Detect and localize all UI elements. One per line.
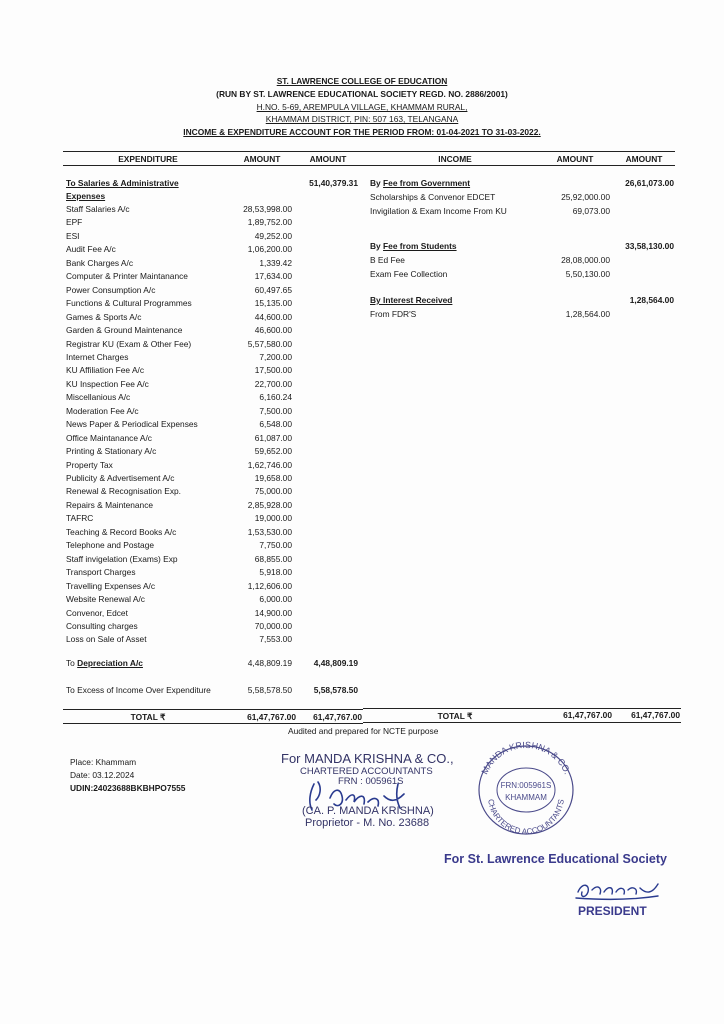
statement-title: INCOME & EXPENDITURE ACCOUNT FOR THE PERIOD FROM: 01-04-2021 TO 31-03-2022. xyxy=(183,127,541,137)
income-group-total: 1,28,564.00 xyxy=(629,295,674,305)
seal-city: KHAMMAM xyxy=(505,793,547,802)
expense-group-title: To Salaries & Administrative xyxy=(66,178,179,188)
income-group-name: By Interest Received xyxy=(370,295,453,305)
expense-item-label: Publicity & Advertisement A/c xyxy=(66,473,175,483)
expense-item-label: Telephone and Postage xyxy=(66,540,155,550)
address-line-2: KHAMMAM DISTRICT, PIN: 507 163, TELANGANA xyxy=(265,114,459,124)
income-item-amount: 28,08,000.00 xyxy=(561,255,610,265)
table-header-rule xyxy=(63,165,675,166)
president-signature xyxy=(572,878,662,902)
income-item-label: From FDR'S xyxy=(370,309,417,319)
expense-group-total: 51,40,379.31 xyxy=(309,178,358,188)
expense-item-amount: 1,53,530.00 xyxy=(247,527,292,537)
expense-item-label: Staff invigelation (Exams) Exp xyxy=(66,554,178,564)
expense-item-label: Moderation Fee A/c xyxy=(66,406,139,416)
depreciation-row xyxy=(66,658,143,669)
income-group-title xyxy=(370,178,470,189)
expense-item-amount: 49,252.00 xyxy=(254,231,292,241)
expense-item-amount: 1,89,752.00 xyxy=(247,217,292,227)
depreciation-total: 4,48,809.19 xyxy=(313,658,358,668)
expense-item-label: Printing & Stationary A/c xyxy=(66,446,157,456)
income-item-label: B Ed Fee xyxy=(370,255,405,265)
expense-item-amount: 1,12,606.00 xyxy=(247,581,292,591)
inc-total-amount-2: 61,47,767.00 xyxy=(631,710,680,720)
expense-item-label: Internet Charges xyxy=(66,352,129,362)
place: Place: Khammam xyxy=(70,757,137,767)
expense-item-amount: 5,57,580.00 xyxy=(247,339,292,349)
udin: UDIN:24023688BKBHPO7555 xyxy=(70,783,186,793)
total-rule-right-top xyxy=(363,708,681,709)
income-group-total: 33,58,130.00 xyxy=(625,241,674,251)
society-signature-line: For St. Lawrence Educational Society xyxy=(444,852,667,866)
excess-label: To Excess of Income Over Expenditure xyxy=(66,685,211,695)
income-group-prefix: By xyxy=(370,178,381,188)
expense-item-label: Consulting charges xyxy=(66,621,138,631)
society-line: (RUN BY ST. LAWRENCE EDUCATIONAL SOCIETY REGD. NO. 2886/2001) xyxy=(216,89,508,99)
firm-frn: FRN : 005961S xyxy=(338,776,404,787)
expense-item-amount: 7,553.00 xyxy=(259,634,292,644)
expense-item-amount: 59,652.00 xyxy=(254,446,292,456)
expense-item-label: Teaching & Record Books A/c xyxy=(66,527,177,537)
expense-item-label: Property Tax xyxy=(66,460,113,470)
svg-text:MANDA KRISHNA & CO. xyxy=(479,740,572,776)
income-group-title xyxy=(370,241,457,252)
expense-item-amount: 61,087.00 xyxy=(254,433,292,443)
expense-item-amount: 5,918.00 xyxy=(259,567,292,577)
expense-item-amount: 19,000.00 xyxy=(254,513,292,523)
expense-item-amount: 14,900.00 xyxy=(254,608,292,618)
income-item-label: Invigilation & Exam Income From KU xyxy=(370,206,507,216)
expense-item-amount: 7,200.00 xyxy=(259,352,292,362)
expense-item-amount: 1,339.42 xyxy=(259,258,292,268)
income-item-amount: 5,50,130.00 xyxy=(565,269,610,279)
income-group-total: 26,61,073.00 xyxy=(625,178,674,188)
expense-item-amount: 17,500.00 xyxy=(254,365,292,375)
col-amount-4: AMOUNT xyxy=(625,154,663,164)
table-top-rule xyxy=(63,151,675,152)
audited-note: Audited and prepared for NCTE purpose xyxy=(288,726,439,736)
col-income: INCOME xyxy=(438,154,472,164)
expense-item-label: KU Inspection Fee A/c xyxy=(66,379,149,389)
expense-item-label: Loss on Sale of Asset xyxy=(66,634,147,644)
expense-item-label: Garden & Ground Maintenance xyxy=(66,325,183,335)
col-expenditure: EXPENDITURE xyxy=(118,154,178,164)
svg-text:CHARTERED ACCOUNTANTS xyxy=(486,798,566,836)
expense-item-amount: 17,634.00 xyxy=(254,271,292,281)
college-name: ST. LAWRENCE COLLEGE OF EDUCATION xyxy=(276,76,448,86)
expense-item-amount: 6,548.00 xyxy=(259,419,292,429)
expense-item-label: Renewal & Recognisation Exp. xyxy=(66,486,181,496)
expense-item-label: KU Affiliation Fee A/c xyxy=(66,365,145,375)
expense-item-amount: 19,658.00 xyxy=(254,473,292,483)
income-group-name: Fee from Students xyxy=(383,241,457,251)
income-group-title xyxy=(370,295,452,306)
col-amount-3: AMOUNT xyxy=(556,154,594,164)
exp-total-amount-1: 61,47,767.00 xyxy=(247,712,296,722)
income-item-amount: 69,073.00 xyxy=(572,206,610,216)
depreciation-prefix: To xyxy=(66,658,75,668)
expense-item-amount: 44,600.00 xyxy=(254,312,292,322)
expense-item-label: Registrar KU (Exam & Other Fee) xyxy=(66,339,192,349)
excess-amount: 5,58,578.50 xyxy=(247,685,292,695)
income-item-amount: 1,28,564.00 xyxy=(565,309,610,319)
expense-item-label: Games & Sports A/c xyxy=(66,312,142,322)
expense-item-amount: 15,135.00 xyxy=(254,298,292,308)
expense-item-label: Bank Charges A/c xyxy=(66,258,134,268)
expense-item-label: Travelling Expenses A/c xyxy=(66,581,156,591)
col-amount-2: AMOUNT xyxy=(309,154,347,164)
auditor-seal xyxy=(470,740,582,840)
seal-top-text: MANDA KRISHNA & CO. xyxy=(479,740,573,776)
total-rule-right-bottom xyxy=(363,722,681,723)
expense-item-label: Miscellanious A/c xyxy=(66,392,131,402)
expense-item-amount: 75,000.00 xyxy=(254,486,292,496)
inc-total-label: TOTAL ₹ xyxy=(437,711,473,721)
expense-item-label: Audit Fee A/c xyxy=(66,244,116,254)
exp-total-amount-2: 61,47,767.00 xyxy=(313,712,362,722)
expense-item-label: EPF xyxy=(66,217,83,227)
inc-total-amount-1: 61,47,767.00 xyxy=(563,710,612,720)
seal-frn: FRN:005961S xyxy=(500,781,552,790)
expense-item-label: Repairs & Maintenance xyxy=(66,500,154,510)
expense-item-label: Convenor, Edcet xyxy=(66,608,128,618)
income-group-name: Fee from Government xyxy=(383,178,471,188)
expense-item-label: Staff Salaries A/c xyxy=(66,204,130,214)
expense-item-amount: 46,600.00 xyxy=(254,325,292,335)
expense-item-label: News Paper & Periodical Expenses xyxy=(66,419,198,429)
address-line-1: H.NO. 5-69, AREMPULA VILLAGE, KHAMMAM RURAL, xyxy=(256,102,468,112)
expense-item-label: Website Renewal A/c xyxy=(66,594,145,604)
expense-item-amount: 22,700.00 xyxy=(254,379,292,389)
expense-item-label: Office Maintanance A/c xyxy=(66,433,152,443)
expense-item-label: Power Consumption A/c xyxy=(66,285,156,295)
expense-item-amount: 1,62,746.00 xyxy=(247,460,292,470)
expense-item-label: Transport Charges xyxy=(66,567,136,577)
expense-item-label: Computer & Printer Maintanance xyxy=(66,271,188,281)
president-label: PRESIDENT xyxy=(578,904,647,918)
seal-bottom-text: CHARTERED ACCOUNTANTS xyxy=(486,798,566,837)
expense-item-amount: 70,000.00 xyxy=(254,621,292,631)
income-item-amount: 25,92,000.00 xyxy=(561,192,610,202)
income-item-label: Exam Fee Collection xyxy=(370,269,448,279)
expense-item-amount: 6,000.00 xyxy=(259,594,292,604)
expense-group-subtitle: Expenses xyxy=(66,191,106,201)
expense-item-amount: 60,497.65 xyxy=(254,285,292,295)
signatory-designation: Proprietor - M. No. 23688 xyxy=(305,817,430,829)
date: Date: 03.12.2024 xyxy=(70,770,135,780)
expense-item-label: ESI xyxy=(66,231,80,241)
total-rule-left-top xyxy=(63,709,363,710)
expense-item-amount: 7,750.00 xyxy=(259,540,292,550)
income-item-label: Scholarships & Convenor EDCET xyxy=(370,192,496,202)
depreciation-amount: 4,48,809.19 xyxy=(247,658,292,668)
excess-total: 5,58,578.50 xyxy=(313,685,358,695)
expense-item-amount: 7,500.00 xyxy=(259,406,292,416)
total-rule-left-bottom xyxy=(63,723,363,724)
expense-item-amount: 6,160.24 xyxy=(259,392,292,402)
expense-item-label: Functions & Cultural Programmes xyxy=(66,298,192,308)
income-group-prefix: By xyxy=(370,241,381,251)
firm-name: For MANDA KRISHNA & CO., xyxy=(281,751,454,766)
col-amount-1: AMOUNT xyxy=(243,154,281,164)
expense-item-label: TAFRC xyxy=(66,513,94,523)
expense-item-amount: 2,85,928.00 xyxy=(247,500,292,510)
signatory-name: (CA. P. MANDA KRISHNA) xyxy=(302,805,434,817)
exp-total-label: TOTAL ₹ xyxy=(130,712,166,722)
expense-item-amount: 1,06,200.00 xyxy=(247,244,292,254)
expense-item-amount: 28,53,998.00 xyxy=(243,204,292,214)
depreciation-label: Depreciation A/c xyxy=(77,658,143,668)
expense-item-amount: 68,855.00 xyxy=(254,554,292,564)
firm-subtitle: CHARTERED ACCOUNTANTS xyxy=(300,766,433,777)
